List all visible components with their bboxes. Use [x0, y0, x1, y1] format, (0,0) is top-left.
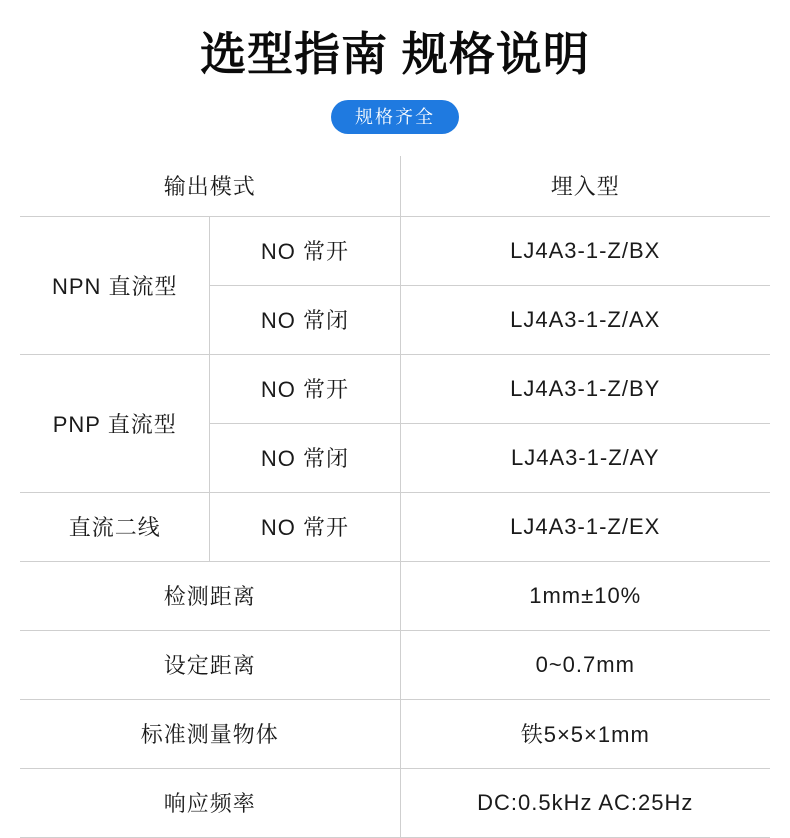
- table-row: [20, 699, 770, 768]
- table-row: [20, 492, 770, 561]
- contact-type: NO 常开: [210, 492, 400, 561]
- group-label-dc2wire: 直流二线: [20, 492, 210, 561]
- contact-type: NO 常开: [210, 354, 400, 423]
- table-row: [20, 354, 770, 423]
- contact-type: NO 常闭: [210, 423, 400, 492]
- spec-table: [20, 156, 770, 838]
- table-row: [20, 630, 770, 699]
- spec-label: 检测距离: [20, 561, 400, 630]
- header-embedded-type: 埋入型: [400, 156, 770, 217]
- model-number: LJ4A3-1-Z/BY: [400, 354, 770, 423]
- table-header-row: [20, 156, 770, 217]
- model-number: LJ4A3-1-Z/AY: [400, 423, 770, 492]
- header-output-mode: 输出模式: [20, 156, 400, 217]
- spec-label: 标准测量物体: [20, 699, 400, 768]
- spec-value: 1mm±10%: [400, 561, 770, 630]
- spec-label: 设定距离: [20, 630, 400, 699]
- contact-type: NO 常闭: [210, 285, 400, 354]
- model-number: LJ4A3-1-Z/AX: [400, 285, 770, 354]
- group-label-pnp: PNP 直流型: [20, 354, 210, 492]
- spec-value: 铁5×5×1mm: [400, 699, 770, 768]
- status-badge: 规格齐全: [331, 100, 459, 134]
- spec-value: 0~0.7mm: [400, 630, 770, 699]
- table-row: [20, 216, 770, 285]
- table-row: [20, 768, 770, 837]
- group-label-npn: NPN 直流型: [20, 216, 210, 354]
- model-number: LJ4A3-1-Z/EX: [400, 492, 770, 561]
- model-number: LJ4A3-1-Z/BX: [400, 216, 770, 285]
- spec-label: 响应频率: [20, 768, 400, 837]
- contact-type: NO 常开: [210, 216, 400, 285]
- badge-row: [0, 100, 790, 134]
- spec-value: DC:0.5kHz AC:25Hz: [400, 768, 770, 837]
- page-title: 选型指南 规格说明: [200, 28, 590, 80]
- table-row: [20, 561, 770, 630]
